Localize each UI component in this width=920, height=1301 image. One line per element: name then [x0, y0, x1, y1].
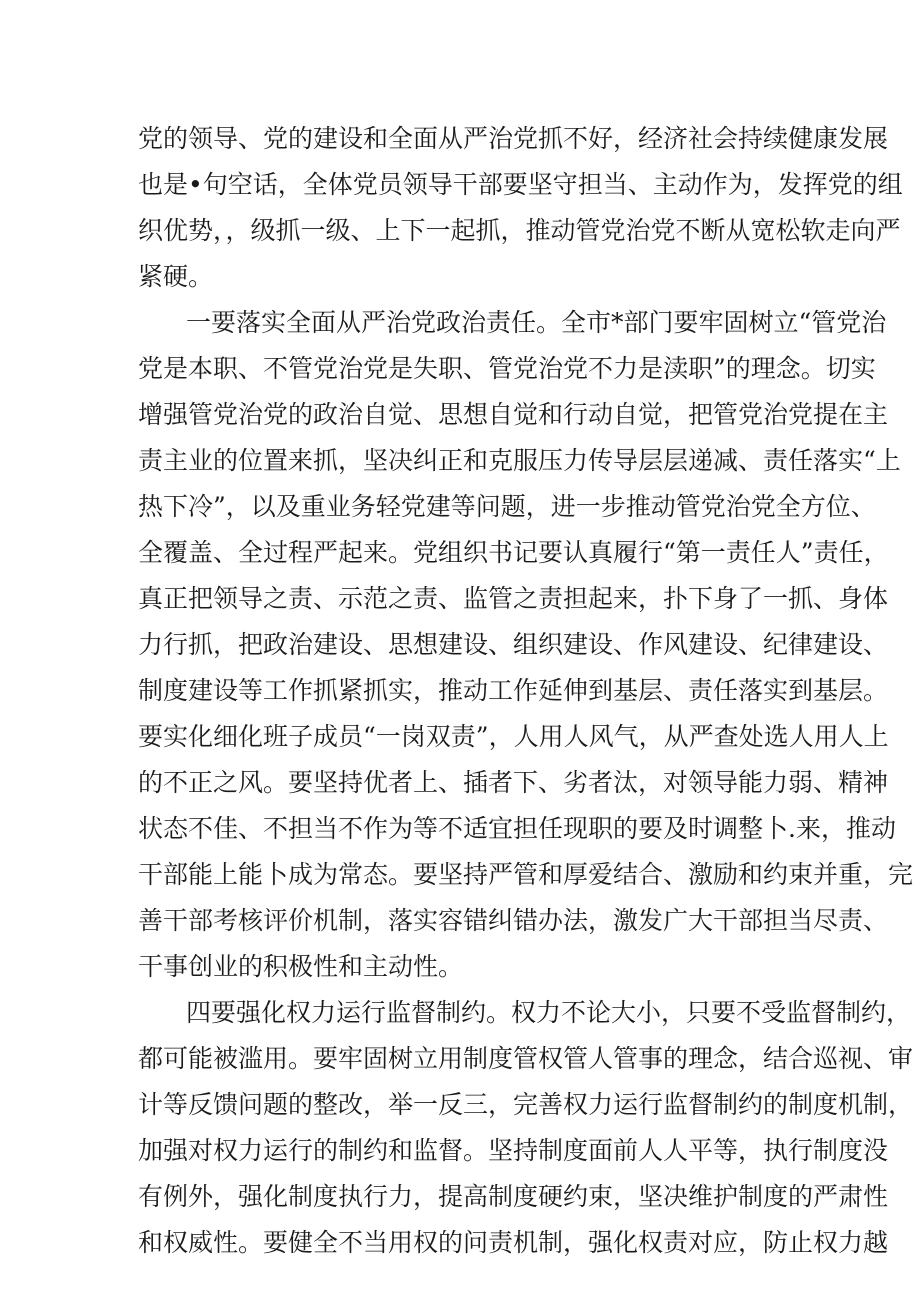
text-line: 真正把领导之责、示范之责、监管之责担起来，扑下身了一抓、身体 [138, 584, 889, 613]
text-line: 都可能被滥用。要牢固树立用制度管权管人管事的理念，结合巡视、审 [138, 1044, 914, 1073]
text-line: 善干部考核评价机制，落实容错纠错办法，激发广大干部担当尽责、 [138, 906, 889, 935]
text-line: 干事创业的积极性和主动性。 [138, 952, 464, 981]
text-line: 织优势，，级抓一级、上下一起抓，推动管党治党不断从宽松软走向严 [138, 216, 901, 245]
text-line: 加强对权力运行的制约和监督。坚持制度面前人人平等，执行制度没 [138, 1136, 889, 1165]
text-line: 计等反馈问题的整改，举一反三，完善权力运行监督制约的制度机制， [138, 1090, 914, 1119]
text-line: 增强管党治党的政治自觉、思想自觉和行动自觉，把管党治党提在主 [138, 400, 889, 429]
text-line: 和权威性。要健全不当用权的问责机制，强化权责对应，防止权力越 [138, 1228, 889, 1257]
text-line: 干部能上能卜成为常态。要坚持严管和厚爱结合、激励和约束并重，完 [138, 860, 914, 889]
text-line: 紧硬。 [138, 262, 214, 291]
text-line: 有例外，强化制度执行力，提高制度硬约束，坚决维护制度的严肃性 [138, 1182, 889, 1211]
text-line: 热下冷”，以及重业务轻党建等问题，进一步推动管党治党全方位、 [138, 492, 876, 521]
text-line: 责主业的位置来抓，坚决纠正和克服压力传导层层递减、责任落实“上 [138, 446, 901, 475]
text-line: 力行抓，把政治建设、思想建设、组织建设、作风建设、纪律建设、 [138, 630, 889, 659]
text-line: 制度建设等工作抓紧抓实，推动工作延伸到基层、责任落实到基层。 [138, 676, 889, 705]
paragraph-first-line: 一要落实全面从严治党政治责任。全市*部门要牢固树立“管党治 [186, 308, 887, 337]
text-line: 党是本职、不管党治党是失职、管党治党不力是渎职”的理念。切实 [138, 354, 876, 383]
text-line: 全覆盖、全过程严起来。党组织书记要认真履行“第一责任人”责任， [138, 538, 889, 567]
paragraph-first-line: 四要强化权力运行监督制约。权力不论大小，只要不受监督制约， [186, 998, 912, 1027]
text-line: 状态不佳、不担当不作为等不适宜担任现职的要及时调整卜.来，推动 [138, 814, 896, 843]
text-line: 要实化细化班子成员“一岗双责”，人用人风气，从严查处选人用人上 [138, 722, 889, 751]
text-line: 党的领导、党的建设和全面从严治党抓不好，经济社会持续健康发展 [138, 124, 889, 153]
text-line: 的不正之风。要坚持优者上、插者下、劣者汰，对领导能力弱、精神 [138, 768, 889, 797]
text-line: 也是•句空话，全体党员领导干部要坚守担当、主动作为，发挥党的组 [138, 170, 903, 199]
